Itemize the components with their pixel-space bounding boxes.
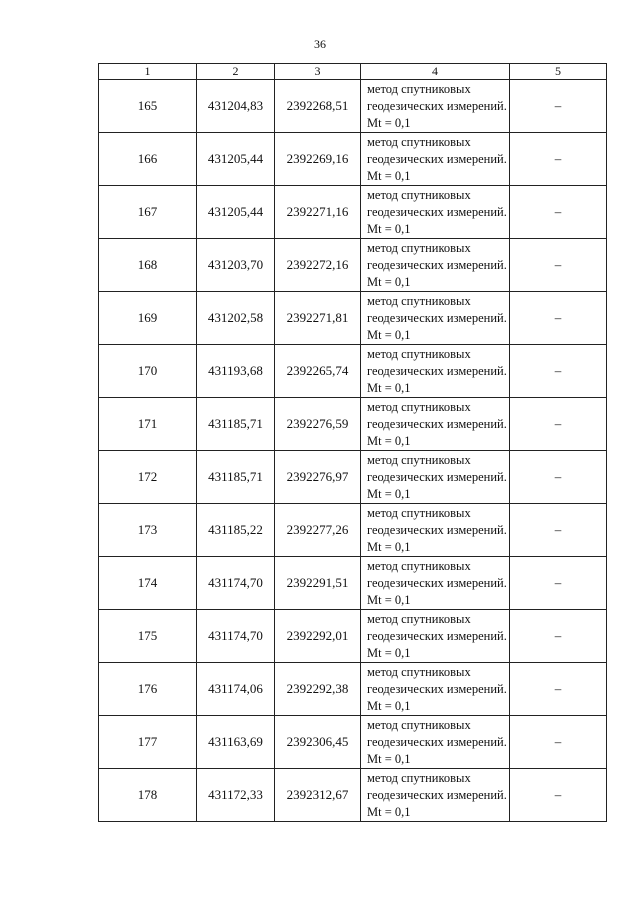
column-header: 5 bbox=[510, 64, 607, 80]
x-coordinate-cell: 431174,70 bbox=[197, 557, 275, 610]
method-cell: метод спутниковых геодезических измерений. Mt = 0,1 bbox=[361, 610, 510, 663]
y-coordinate-cell: 2392292,38 bbox=[275, 663, 361, 716]
column-header: 3 bbox=[275, 64, 361, 80]
method-cell: метод спутниковых геодезических измерений. Mt = 0,1 bbox=[361, 239, 510, 292]
x-coordinate-cell: 431185,22 bbox=[197, 504, 275, 557]
y-coordinate-cell: 2392265,74 bbox=[275, 345, 361, 398]
point-number-cell: 171 bbox=[99, 398, 197, 451]
page-number: 36 bbox=[314, 37, 326, 51]
coordinates-table bbox=[98, 63, 607, 822]
table-row bbox=[99, 133, 607, 186]
note-cell: – bbox=[510, 345, 607, 398]
column-header: 2 bbox=[197, 64, 275, 80]
x-coordinate-cell: 431174,06 bbox=[197, 663, 275, 716]
point-number-cell: 168 bbox=[99, 239, 197, 292]
note-cell: – bbox=[510, 610, 607, 663]
column-header: 4 bbox=[361, 64, 510, 80]
x-coordinate-cell: 431204,83 bbox=[197, 80, 275, 133]
x-coordinate-cell: 431185,71 bbox=[197, 398, 275, 451]
table-row bbox=[99, 292, 607, 345]
y-coordinate-cell: 2392271,81 bbox=[275, 292, 361, 345]
y-coordinate-cell: 2392276,97 bbox=[275, 451, 361, 504]
x-coordinate-cell: 431205,44 bbox=[197, 186, 275, 239]
note-cell: – bbox=[510, 133, 607, 186]
table-row bbox=[99, 610, 607, 663]
y-coordinate-cell: 2392291,51 bbox=[275, 557, 361, 610]
point-number-cell: 178 bbox=[99, 769, 197, 822]
header-row bbox=[99, 64, 607, 80]
y-coordinate-cell: 2392268,51 bbox=[275, 80, 361, 133]
note-cell: – bbox=[510, 186, 607, 239]
note-cell: – bbox=[510, 504, 607, 557]
method-cell: метод спутниковых геодезических измерений. Mt = 0,1 bbox=[361, 769, 510, 822]
y-coordinate-cell: 2392276,59 bbox=[275, 398, 361, 451]
table-row bbox=[99, 716, 607, 769]
x-coordinate-cell: 431172,33 bbox=[197, 769, 275, 822]
table-row bbox=[99, 80, 607, 133]
table-row bbox=[99, 398, 607, 451]
x-coordinate-cell: 431163,69 bbox=[197, 716, 275, 769]
x-coordinate-cell: 431185,71 bbox=[197, 451, 275, 504]
method-cell: метод спутниковых геодезических измерений. Mt = 0,1 bbox=[361, 345, 510, 398]
point-number-cell: 173 bbox=[99, 504, 197, 557]
note-cell: – bbox=[510, 239, 607, 292]
y-coordinate-cell: 2392272,16 bbox=[275, 239, 361, 292]
table-row bbox=[99, 345, 607, 398]
method-cell: метод спутниковых геодезических измерений. Mt = 0,1 bbox=[361, 451, 510, 504]
table-row bbox=[99, 557, 607, 610]
method-cell: метод спутниковых геодезических измерений. Mt = 0,1 bbox=[361, 504, 510, 557]
note-cell: – bbox=[510, 557, 607, 610]
method-cell: метод спутниковых геодезических измерений. Mt = 0,1 bbox=[361, 663, 510, 716]
note-cell: – bbox=[510, 663, 607, 716]
column-header: 1 bbox=[99, 64, 197, 80]
x-coordinate-cell: 431174,70 bbox=[197, 610, 275, 663]
point-number-cell: 167 bbox=[99, 186, 197, 239]
method-cell: метод спутниковых геодезических измерений. Mt = 0,1 bbox=[361, 292, 510, 345]
x-coordinate-cell: 431202,58 bbox=[197, 292, 275, 345]
method-cell: метод спутниковых геодезических измерений. Mt = 0,1 bbox=[361, 133, 510, 186]
y-coordinate-cell: 2392306,45 bbox=[275, 716, 361, 769]
note-cell: – bbox=[510, 769, 607, 822]
point-number-cell: 176 bbox=[99, 663, 197, 716]
method-cell: метод спутниковых геодезических измерений. Mt = 0,1 bbox=[361, 186, 510, 239]
point-number-cell: 165 bbox=[99, 80, 197, 133]
point-number-cell: 166 bbox=[99, 133, 197, 186]
point-number-cell: 170 bbox=[99, 345, 197, 398]
x-coordinate-cell: 431203,70 bbox=[197, 239, 275, 292]
table-row bbox=[99, 769, 607, 822]
x-coordinate-cell: 431205,44 bbox=[197, 133, 275, 186]
x-coordinate-cell: 431193,68 bbox=[197, 345, 275, 398]
method-cell: метод спутниковых геодезических измерений. Mt = 0,1 bbox=[361, 398, 510, 451]
point-number-cell: 169 bbox=[99, 292, 197, 345]
point-number-cell: 175 bbox=[99, 610, 197, 663]
point-number-cell: 172 bbox=[99, 451, 197, 504]
table-row bbox=[99, 186, 607, 239]
y-coordinate-cell: 2392312,67 bbox=[275, 769, 361, 822]
table-row bbox=[99, 239, 607, 292]
note-cell: – bbox=[510, 716, 607, 769]
method-cell: метод спутниковых геодезических измерений. Mt = 0,1 bbox=[361, 80, 510, 133]
y-coordinate-cell: 2392277,26 bbox=[275, 504, 361, 557]
note-cell: – bbox=[510, 292, 607, 345]
method-cell: метод спутниковых геодезических измерений. Mt = 0,1 bbox=[361, 716, 510, 769]
note-cell: – bbox=[510, 80, 607, 133]
y-coordinate-cell: 2392269,16 bbox=[275, 133, 361, 186]
note-cell: – bbox=[510, 398, 607, 451]
note-cell: – bbox=[510, 451, 607, 504]
method-cell: метод спутниковых геодезических измерений. Mt = 0,1 bbox=[361, 557, 510, 610]
y-coordinate-cell: 2392292,01 bbox=[275, 610, 361, 663]
table-row bbox=[99, 504, 607, 557]
table-row bbox=[99, 663, 607, 716]
point-number-cell: 177 bbox=[99, 716, 197, 769]
table-row bbox=[99, 451, 607, 504]
point-number-cell: 174 bbox=[99, 557, 197, 610]
y-coordinate-cell: 2392271,16 bbox=[275, 186, 361, 239]
